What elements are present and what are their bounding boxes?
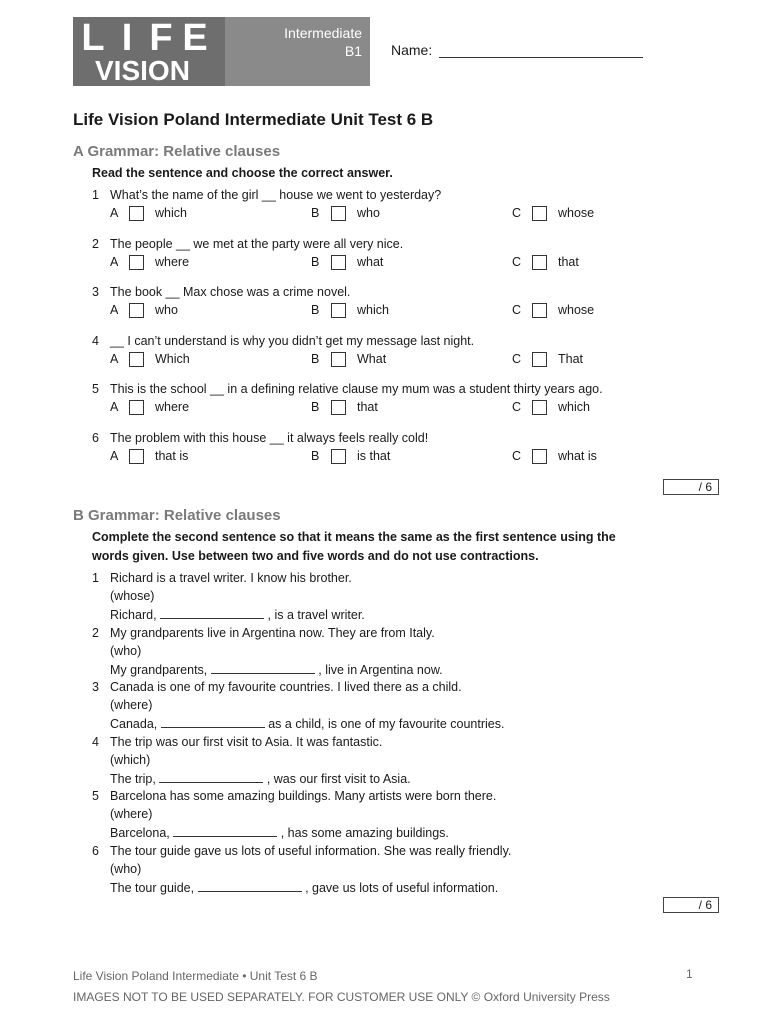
- answer-checkbox[interactable]: [331, 400, 346, 415]
- item-number: 1: [92, 571, 99, 585]
- answer-checkbox[interactable]: [129, 449, 144, 464]
- question-text: The book __ Max chose was a crime novel.: [110, 285, 351, 299]
- option-text: which: [558, 400, 590, 414]
- footer-copyright: IMAGES NOT TO BE USED SEPARATELY. FOR CUSTOMER USE ONLY © Oxford University Press: [73, 990, 610, 1004]
- option-letter: A: [110, 449, 119, 463]
- answer-checkbox[interactable]: [331, 449, 346, 464]
- item-number: 3: [92, 680, 99, 694]
- answer-checkbox[interactable]: [331, 303, 346, 318]
- option-letter: A: [110, 400, 119, 414]
- life-vision-logo: [73, 17, 225, 86]
- item-answer-line: [110, 607, 365, 622]
- item-before-text: My grandparents,: [110, 663, 208, 677]
- item-answer-line: [110, 662, 443, 677]
- answer-checkbox[interactable]: [129, 255, 144, 270]
- item-after-text: , gave us lots of useful information.: [305, 881, 499, 895]
- item-cue: (who): [110, 862, 142, 876]
- item-sentence: Richard is a travel writer. I know his brother.: [110, 571, 352, 585]
- question-number: 3: [92, 285, 99, 299]
- option-letter: B: [311, 206, 320, 220]
- option-text: Which: [155, 352, 190, 366]
- answer-checkbox[interactable]: [129, 352, 144, 367]
- section-b-score-box: / 6: [663, 897, 719, 913]
- item-cue: (where): [110, 807, 153, 821]
- item-before-text: Barcelona,: [110, 826, 170, 840]
- name-field[interactable]: [439, 57, 643, 58]
- answer-checkbox[interactable]: [331, 255, 346, 270]
- item-answer-line: [110, 771, 411, 786]
- question-text: __ I can’t understand is why you didn’t get my message last night.: [110, 334, 475, 348]
- option-text: that: [558, 255, 579, 269]
- item-after-text: as a child, is one of my favourite countries.: [268, 717, 505, 731]
- level-label: Intermediate: [284, 25, 362, 41]
- answer-checkbox[interactable]: [532, 303, 547, 318]
- option-letter: C: [512, 255, 522, 269]
- item-number: 5: [92, 789, 99, 803]
- header-banner: [73, 17, 370, 86]
- question-text: This is the school __ in a defining relative clause my mum was a student thirty years ago.: [110, 382, 603, 396]
- item-after-text: , was our first visit to Asia.: [266, 772, 411, 786]
- logo-letter: I: [121, 17, 135, 59]
- option-text: who: [357, 206, 380, 220]
- answer-blank[interactable]: [160, 607, 264, 619]
- logo-letter: E: [182, 17, 210, 59]
- option-letter: C: [512, 206, 522, 220]
- page-number: 1: [686, 967, 693, 981]
- option-letter: A: [110, 303, 119, 317]
- option-letter: B: [311, 400, 320, 414]
- section-b-heading: B Grammar: Relative clauses: [73, 507, 281, 524]
- question-text: The people __ we met at the party were all very nice.: [110, 237, 404, 251]
- option-text: that: [357, 400, 378, 414]
- logo-word: VISION: [95, 55, 190, 86]
- section-a-instruction: Read the sentence and choose the correct answer.: [92, 166, 393, 180]
- name-label: Name:: [391, 42, 433, 58]
- answer-checkbox[interactable]: [129, 303, 144, 318]
- answer-blank[interactable]: [173, 825, 277, 837]
- answer-blank[interactable]: [159, 771, 263, 783]
- item-number: 6: [92, 844, 99, 858]
- item-answer-line: [110, 825, 449, 840]
- answer-checkbox[interactable]: [532, 206, 547, 221]
- answer-checkbox[interactable]: [331, 206, 346, 221]
- page-title: Life Vision Poland Intermediate Unit Test 6 B: [73, 110, 434, 129]
- logo-letter: L: [81, 17, 107, 59]
- item-after-text: , has some amazing buildings.: [280, 826, 449, 840]
- item-before-text: The trip,: [110, 772, 156, 786]
- option-text: What: [357, 352, 387, 366]
- question-number: 1: [92, 188, 99, 202]
- option-letter: C: [512, 352, 522, 366]
- option-letter: B: [311, 449, 320, 463]
- logo-letter: F: [149, 17, 175, 59]
- option-text: what: [357, 255, 384, 269]
- item-sentence: Canada is one of my favourite countries. I lived there as a child.: [110, 680, 462, 694]
- item-cue: (which): [110, 753, 151, 767]
- section-b-instruction-line2: words given. Use between two and five words and do not use contractions.: [92, 549, 539, 563]
- item-before-text: Canada,: [110, 717, 158, 731]
- item-after-text: , is a travel writer.: [267, 608, 365, 622]
- item-sentence: Barcelona has some amazing buildings. Many artists were born there.: [110, 789, 497, 803]
- option-letter: B: [311, 352, 320, 366]
- item-answer-line: [110, 880, 498, 895]
- option-letter: A: [110, 352, 119, 366]
- question-number: 4: [92, 334, 99, 348]
- answer-checkbox[interactable]: [129, 206, 144, 221]
- option-text: That: [558, 352, 584, 366]
- option-letter: B: [311, 255, 320, 269]
- option-letter: C: [512, 400, 522, 414]
- option-text: who: [155, 303, 178, 317]
- answer-checkbox[interactable]: [532, 400, 547, 415]
- option-text: which: [357, 303, 389, 317]
- question-text: What’s the name of the girl __ house we went to yesterday?: [110, 188, 442, 202]
- item-answer-line: [110, 716, 504, 731]
- item-cue: (who): [110, 644, 142, 658]
- option-text: where: [155, 255, 190, 269]
- answer-checkbox[interactable]: [532, 449, 547, 464]
- question-number: 6: [92, 431, 99, 445]
- item-sentence: My grandparents live in Argentina now. They are from Italy.: [110, 626, 435, 640]
- answer-blank[interactable]: [198, 880, 302, 892]
- answer-blank[interactable]: [161, 716, 265, 728]
- question-number: 2: [92, 237, 99, 251]
- option-text: whose: [558, 206, 595, 220]
- option-letter: C: [512, 303, 522, 317]
- item-sentence: The trip was our first visit to Asia. It was fantastic.: [110, 735, 383, 749]
- level-code: B1: [344, 43, 362, 59]
- option-letter: B: [311, 303, 320, 317]
- item-number: 4: [92, 735, 99, 749]
- item-cue: (whose): [110, 589, 155, 603]
- answer-blank[interactable]: [211, 662, 315, 674]
- option-text: whose: [558, 303, 595, 317]
- option-letter: A: [110, 206, 119, 220]
- answer-checkbox[interactable]: [129, 400, 144, 415]
- section-a-score-box: / 6: [663, 479, 719, 495]
- section-b-instruction-line1: Complete the second sentence so that it means the same as the first sentence using the: [92, 530, 616, 544]
- option-letter: A: [110, 255, 119, 269]
- section-a-heading: A Grammar: Relative clauses: [73, 143, 281, 160]
- question-number: 5: [92, 382, 99, 396]
- option-text: what is: [558, 449, 597, 463]
- item-after-text: , live in Argentina now.: [318, 663, 443, 677]
- question-text: The problem with this house __ it always feels really cold!: [110, 431, 429, 445]
- item-cue: (where): [110, 698, 153, 712]
- option-text: is that: [357, 449, 391, 463]
- option-text: that is: [155, 449, 189, 463]
- footer-title: Life Vision Poland Intermediate • Unit Test 6 B: [73, 969, 318, 983]
- item-sentence: The tour guide gave us lots of useful information. She was really friendly.: [110, 844, 512, 858]
- option-text: which: [155, 206, 187, 220]
- item-before-text: Richard,: [110, 608, 157, 622]
- answer-checkbox[interactable]: [532, 255, 547, 270]
- option-letter: C: [512, 449, 522, 463]
- item-number: 2: [92, 626, 99, 640]
- answer-checkbox[interactable]: [532, 352, 547, 367]
- option-text: where: [155, 400, 190, 414]
- item-before-text: The tour guide,: [110, 881, 195, 895]
- answer-checkbox[interactable]: [331, 352, 346, 367]
